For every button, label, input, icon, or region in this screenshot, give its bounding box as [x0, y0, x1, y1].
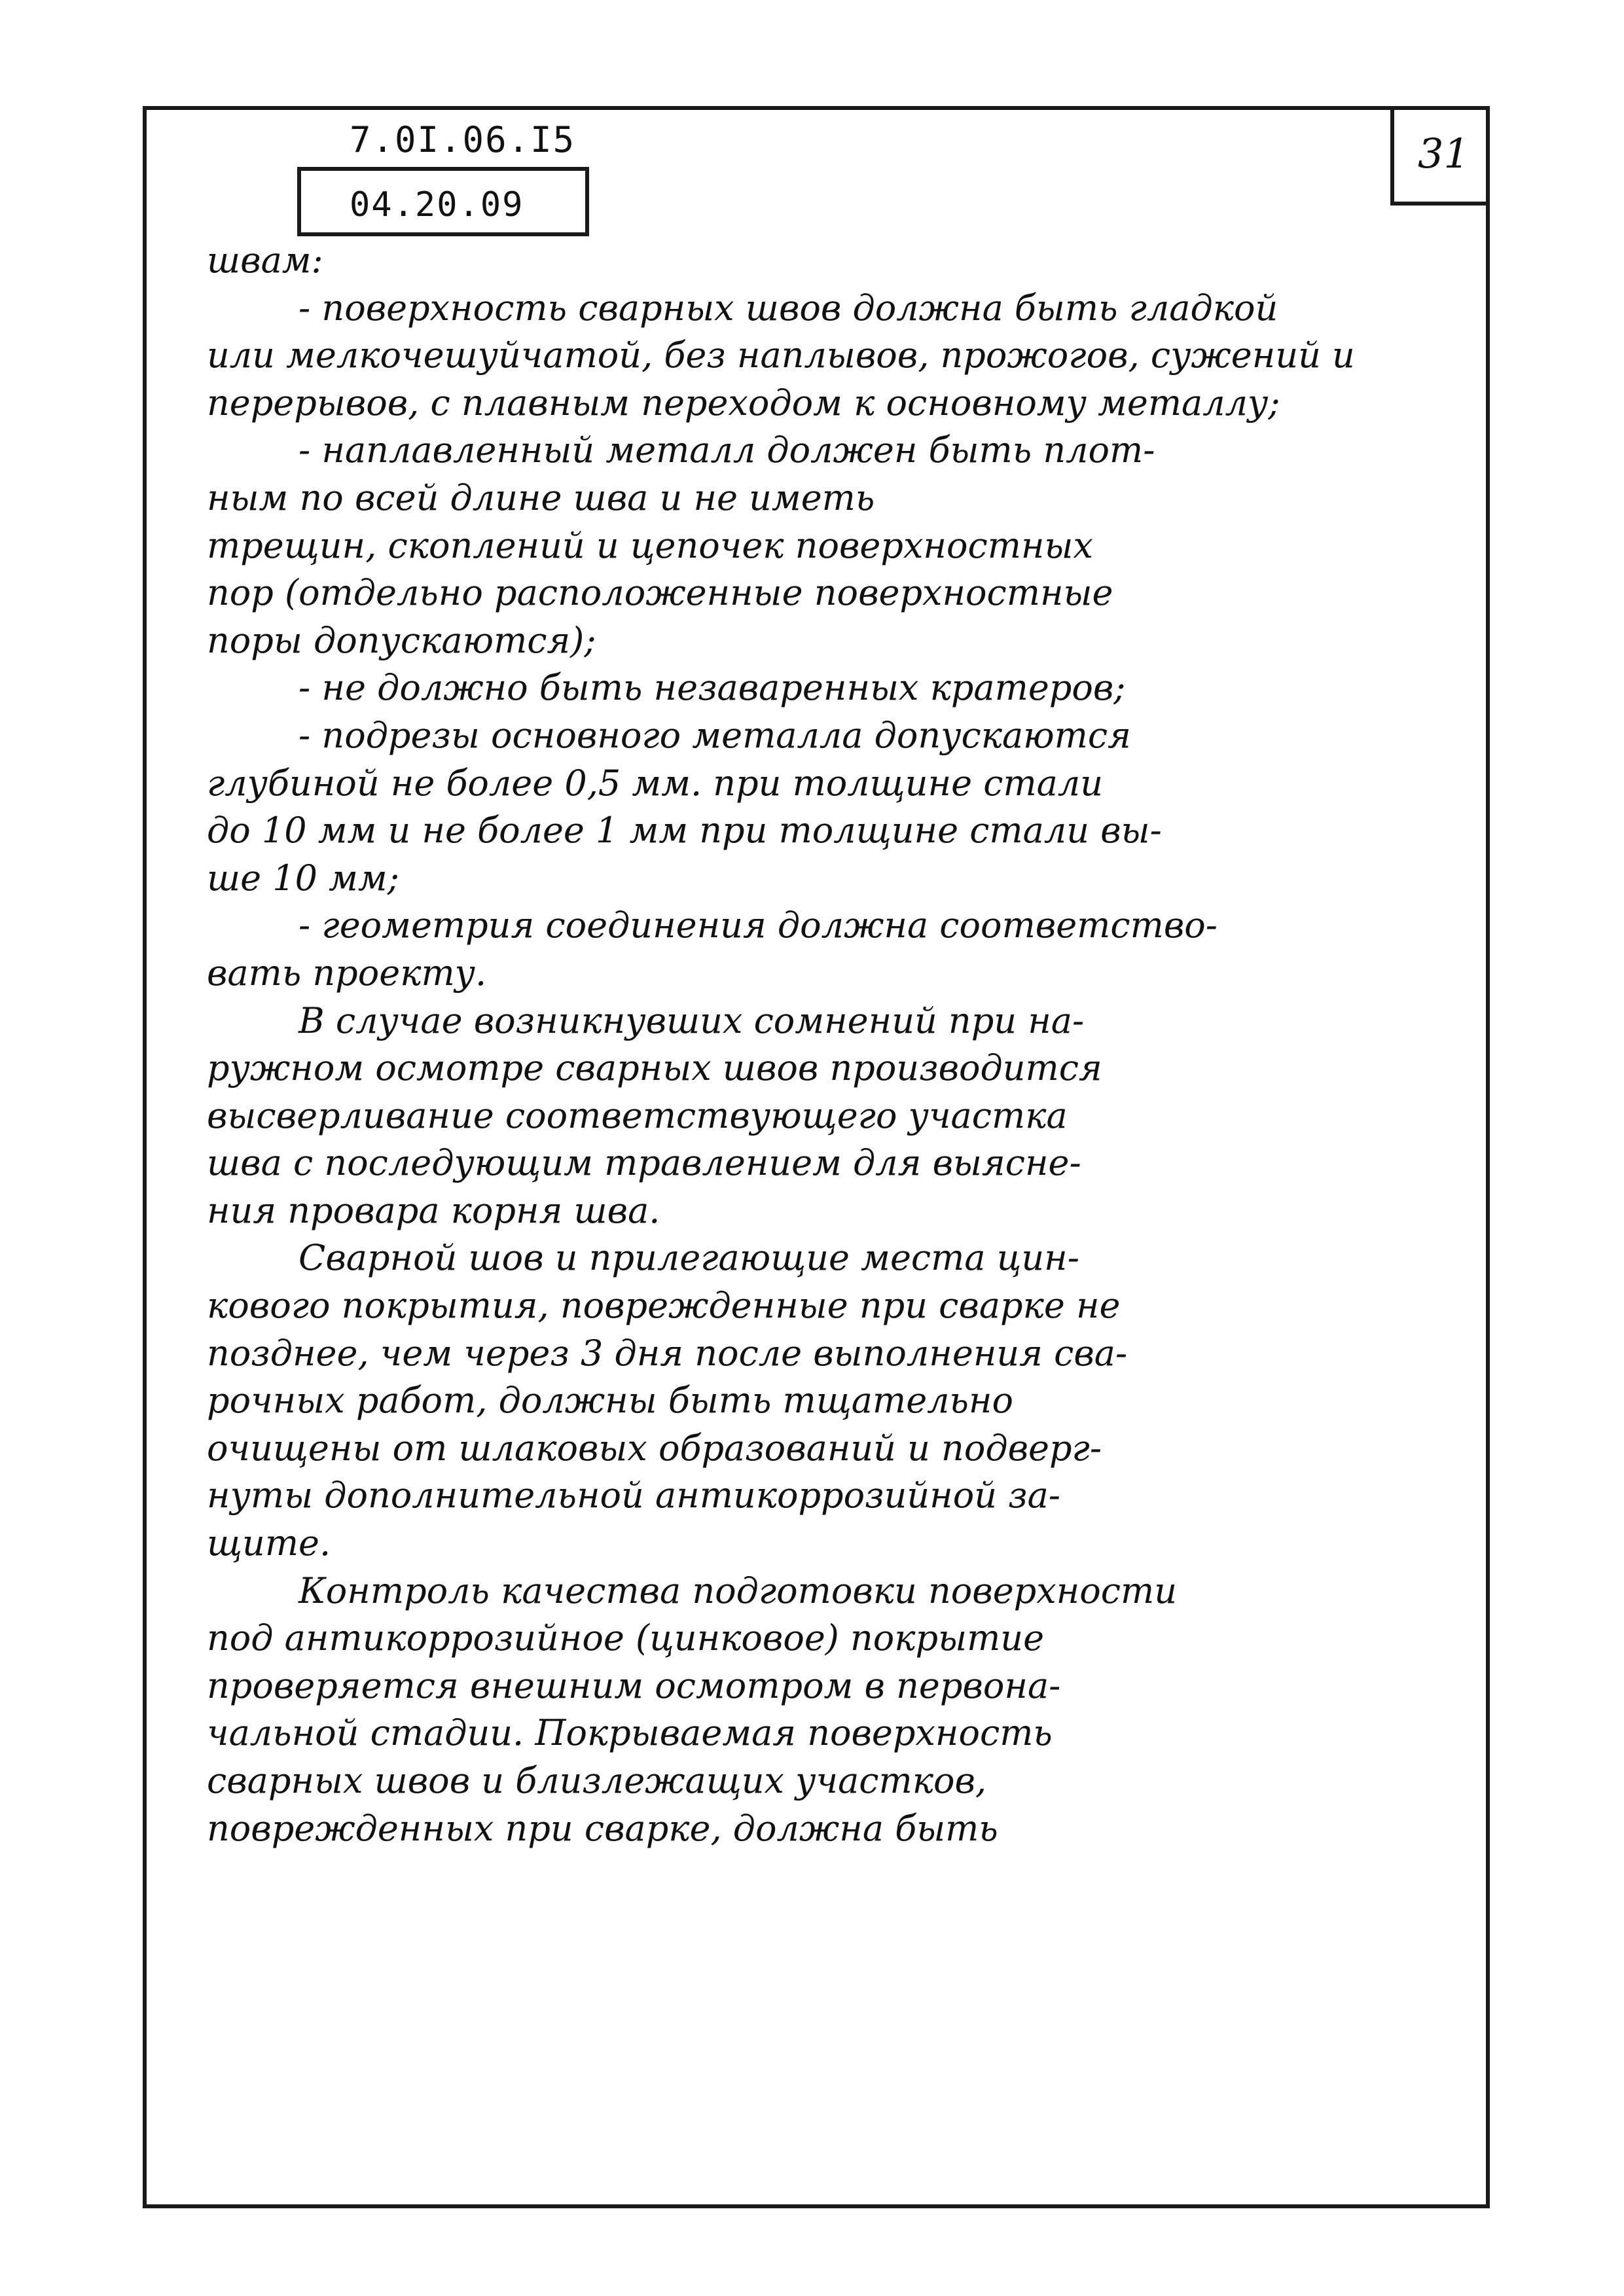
text-line: поры допускаются);	[207, 619, 596, 661]
text-line: поврежденных при сварке, должна быть	[207, 1807, 998, 1849]
text-line: под антикоррозийное (цинковое) покрытие	[207, 1617, 1045, 1659]
text-line: Контроль качества подготовки поверхности	[298, 1570, 1177, 1611]
text-line: перерывов, с плавным переходом к основному металлу;	[207, 382, 1280, 423]
text-line: глубиной не более 0,5 мм. при толщине стали	[207, 762, 1104, 804]
text-line: вать проекту.	[207, 952, 487, 994]
text-line: щите.	[207, 1522, 331, 1564]
document-code: 7.0I.06.I5	[350, 119, 576, 160]
text-line: или мелкочешуйчатой, без наплывов, прожогов, сужений и	[207, 334, 1355, 376]
text-line: ния провара корня шва.	[207, 1189, 660, 1231]
stamp-code: 04.20.09	[350, 185, 524, 224]
text-line: чальной стадии. Покрываемая поверхность	[207, 1712, 1053, 1754]
text-line: сварных швов и близлежащих участков,	[207, 1760, 987, 1801]
text-line: - геометрия соединения должна соответство-	[298, 905, 1218, 946]
text-line: - наплавленный металл должен быть плот-	[298, 429, 1155, 471]
text-line: - не должно быть незаваренных кратеров;	[298, 667, 1126, 709]
text-line: - поверхность сварных швов должна быть гладкой	[298, 287, 1278, 329]
text-line: нуты дополнительной антикоррозийной за-	[207, 1475, 1061, 1516]
text-line: трещин, скоплений и цепочек поверхностных	[207, 524, 1093, 566]
text-line: высверливание соответствующего участка	[207, 1094, 1068, 1136]
text-line: позднее, чем через 3 дня после выполнения сва-	[207, 1332, 1128, 1374]
text-line: ным по всей длине шва и не иметь	[207, 476, 875, 518]
text-line: - подрезы основного металла допускаются	[298, 714, 1131, 756]
page-number: 31	[1418, 130, 1470, 177]
text-line: очищены от шлаковых образований и подверг-	[207, 1427, 1102, 1469]
text-line: ше 10 мм;	[207, 857, 399, 899]
text-line: до 10 мм и не более 1 мм при толщине стали вы-	[207, 810, 1162, 852]
text-line: рочных работ, должны быть тщательно	[207, 1380, 1014, 1422]
text-line: пор (отдельно расположенные поверхностные	[207, 572, 1113, 614]
text-line: проверяется внешним осмотром в первона-	[207, 1664, 1061, 1706]
stamp-box	[297, 167, 589, 236]
text-line: шва с последующим травлением для выясне-	[207, 1142, 1081, 1184]
text-line: В случае возникнувших сомнений при на-	[298, 999, 1085, 1041]
text-line: кового покрытия, поврежденные при сварке не	[207, 1285, 1121, 1327]
text-line: Сварной шов и прилегающие места цин-	[298, 1237, 1079, 1279]
handwritten-body-text	[207, 237, 1451, 1852]
text-line: ружном осмотре сварных швов производится	[207, 1047, 1102, 1089]
page-number-box	[1390, 106, 1490, 206]
text-line: швам:	[207, 240, 323, 281]
